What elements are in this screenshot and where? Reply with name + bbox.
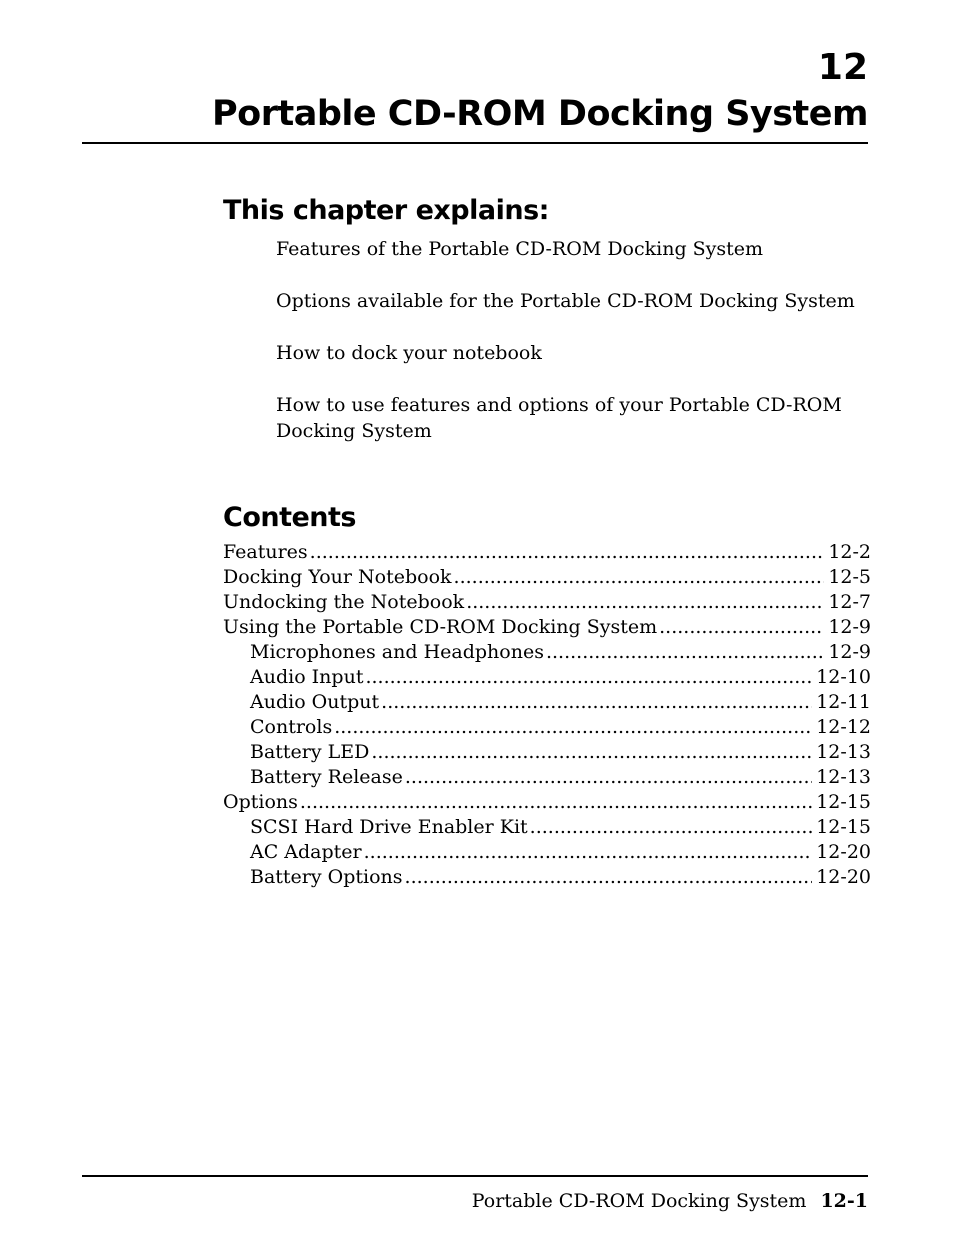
toc-entry-page: 12-15: [816, 791, 871, 813]
toc-entry-title: Features: [223, 541, 308, 563]
contents-heading: Contents: [223, 502, 357, 533]
toc-dot-leader: [454, 565, 825, 590]
toc-entry-title: Audio Input: [250, 666, 364, 688]
toc-dot-leader: [659, 615, 824, 640]
toc-entry-page: 12-5: [828, 566, 871, 588]
toc-entry-title: AC Adapter: [250, 841, 362, 863]
toc-entry: [223, 790, 871, 815]
toc-entry-page: 12-11: [816, 691, 871, 713]
toc-entry: [223, 740, 871, 765]
toc-entry: [223, 865, 871, 890]
toc-dot-leader: [466, 590, 824, 615]
toc-entry-title: Battery LED: [250, 741, 370, 763]
toc-entry-page: 12-9: [828, 616, 871, 638]
toc-dot-leader: [365, 665, 812, 690]
page-footer: [472, 1187, 868, 1215]
toc-entry-title: Battery Options: [250, 866, 403, 888]
toc-entry-page: 12-13: [816, 766, 871, 788]
toc-entry-title: Options: [223, 791, 298, 813]
toc-dot-leader: [371, 740, 812, 765]
toc-entry: [223, 690, 871, 715]
toc-entry-page: 12-20: [816, 841, 871, 863]
toc-entry-title: Microphones and Headphones: [250, 641, 544, 663]
toc-entry: [223, 640, 871, 665]
toc-entry-page: 12-13: [816, 741, 871, 763]
explains-item: Features of the Portable CD-ROM Docking System: [276, 238, 764, 260]
toc-entry: [223, 815, 871, 840]
toc-entry-title: Audio Output: [250, 691, 380, 713]
toc-entry-page: 12-12: [816, 716, 871, 738]
chapter-number: 12: [817, 47, 868, 88]
toc-dot-leader: [334, 715, 812, 740]
toc-entry-page: 12-2: [828, 541, 871, 563]
bottom-divider: [82, 1175, 868, 1177]
toc-dot-leader: [300, 790, 812, 815]
toc-entry: [223, 615, 871, 640]
toc-entry: [223, 765, 871, 790]
chapter-title: Portable CD-ROM Docking System: [212, 94, 868, 134]
toc-entry-title: Undocking the Notebook: [223, 591, 465, 613]
explains-list: [276, 236, 856, 470]
toc-entry-page: 12-10: [816, 666, 871, 688]
toc-entry-title: Controls: [250, 716, 333, 738]
explains-item: How to dock your notebook: [276, 342, 542, 364]
toc-entry: [223, 715, 871, 740]
footer-page-number: 12-1: [820, 1190, 868, 1212]
toc-dot-leader: [310, 540, 825, 565]
explains-item: Options available for the Portable CD-ROM Docking System: [276, 290, 855, 312]
toc-dot-leader: [405, 865, 813, 890]
toc-entry-page: 12-9: [828, 641, 871, 663]
toc-entry-page: 12-20: [816, 866, 871, 888]
explains-item: How to use features and options of your Portable CD-ROM Docking System: [276, 394, 842, 442]
toc-entry-title: SCSI Hard Drive Enabler Kit: [250, 816, 528, 838]
toc-entry: [223, 540, 871, 565]
toc-entry: [223, 565, 871, 590]
toc-dot-leader: [381, 690, 812, 715]
toc-dot-leader: [546, 640, 824, 665]
toc-dot-leader: [530, 815, 813, 840]
toc-dot-leader: [405, 765, 812, 790]
table-of-contents: [223, 540, 871, 890]
toc-entry-title: Using the Portable CD-ROM Docking System: [223, 616, 658, 638]
toc-entry-page: 12-7: [828, 591, 871, 613]
toc-entry-title: Battery Release: [250, 766, 403, 788]
top-divider: [82, 142, 868, 144]
toc-entry: [223, 590, 871, 615]
explains-heading: This chapter explains:: [223, 195, 549, 226]
toc-entry-page: 12-15: [816, 816, 871, 838]
toc-entry-title: Docking Your Notebook: [223, 566, 452, 588]
toc-dot-leader: [364, 840, 813, 865]
toc-entry: [223, 665, 871, 690]
footer-title: Portable CD-ROM Docking System: [471, 1190, 807, 1212]
toc-entry: [223, 840, 871, 865]
